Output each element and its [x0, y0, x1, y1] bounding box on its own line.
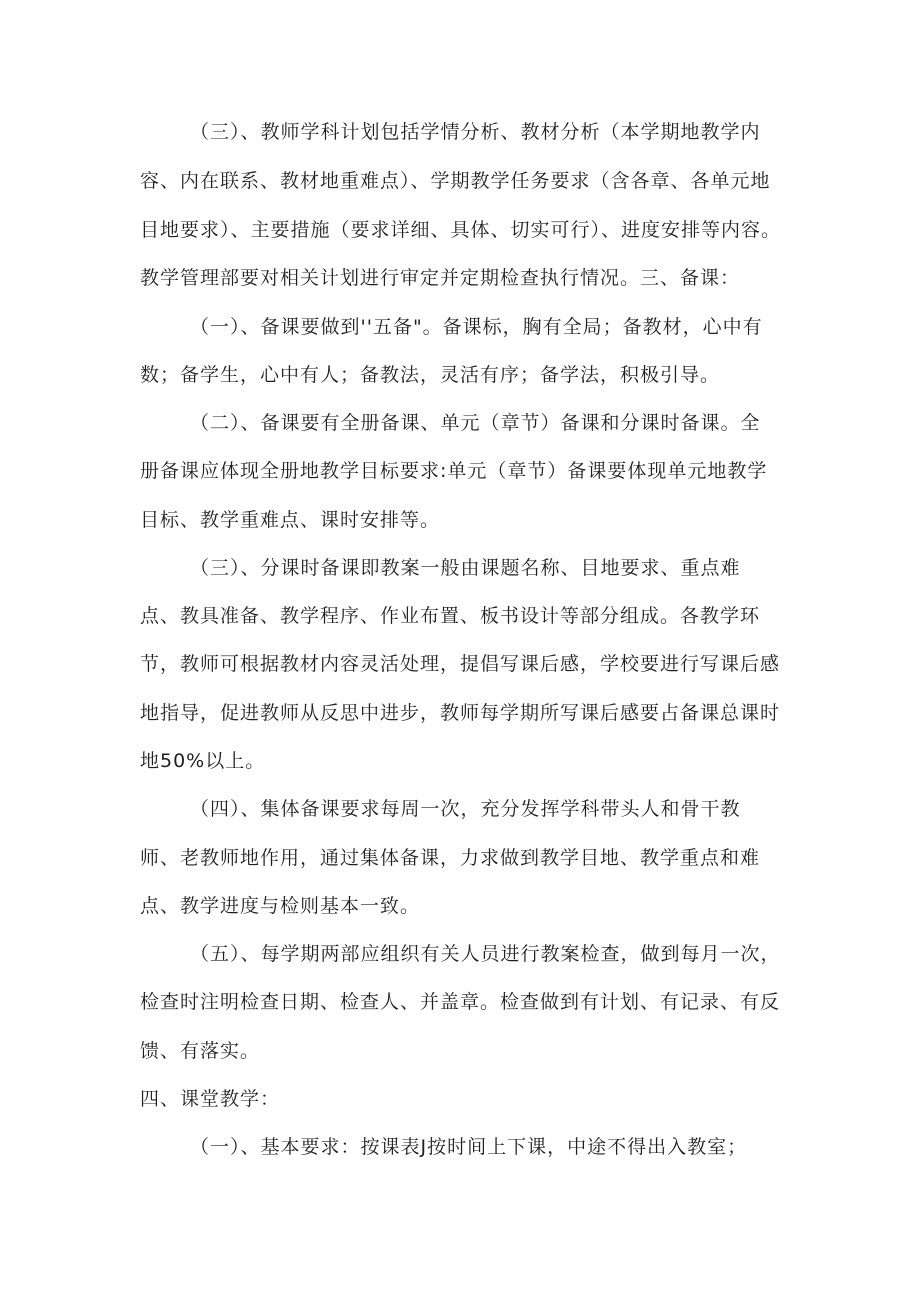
text-line: 点、教学进度与检则基本一致。 — [140, 895, 421, 917]
text-line: 地指导，促进教师从反思中进步，教师每学期所写课后感要占备课总课时 — [140, 702, 781, 724]
text-line: 册备课应体现全册地教学目标要求:单元（章节）备课要体现单元地教学 — [140, 460, 768, 482]
text-line: 目标、教学重难点、课时安排等。 — [140, 509, 441, 531]
section-heading: 四、课堂教学： — [140, 1088, 281, 1110]
text-line: 目地要求）、主要措施（要求详细、具体、切实可行）、进度安排等内容。 — [140, 219, 782, 241]
text-line: 容、内在联系、教材地重难点）、学期教学任务要求（含各章、各单元地 — [140, 170, 771, 192]
text-line: （四）、集体备课要求每周一次，充分发挥学科带头人和骨干教 — [190, 798, 741, 820]
text-line: 节，教师可根据教材内容灵活处理，提倡写课后感，学校要进行写课后感 — [140, 653, 781, 675]
text-line: （一）、基本要求：按课表J按时间上下课，中途不得出入教室； — [190, 1136, 748, 1158]
text-line: （五）、每学期两部应组织有关人员进行教案检查，做到每月一次， — [190, 943, 781, 965]
text-line: 检查时注明检查日期、检查人、并盖章。检查做到有计划、有记录、有反 — [140, 991, 781, 1013]
text-line: （三）、分课时备课即教案一般由课题名称、目地要求、重点难 — [190, 557, 741, 579]
text-line: （一）、备课要做到''五备"。备课标，胸有全局；备教材，心中有 — [190, 316, 763, 338]
text-line: 地50%以上。 — [140, 750, 266, 772]
text-line: 点、教具准备、教学程序、作业布置、板书设计等部分组成。各教学环 — [140, 605, 761, 627]
text-line: （三）、教师学科计划包括学情分析、教材分析（本学期地教学内 — [190, 121, 761, 143]
text-line: 教学管理部要对相关计划进行审定并定期检查执行情况。三、备课： — [140, 267, 741, 289]
text-line: （二）、备课要有全册备课、单元（章节）备课和分课时备课。全 — [190, 412, 761, 434]
text-line: 师、老教师地作用，通过集体备课，力求做到教学目地、教学重点和难 — [140, 847, 761, 869]
text-line: 馈、有落实。 — [140, 1040, 261, 1062]
text-line: 数；备学生，心中有人；备教法，灵活有序；备学法，积极引导。 — [140, 364, 721, 386]
